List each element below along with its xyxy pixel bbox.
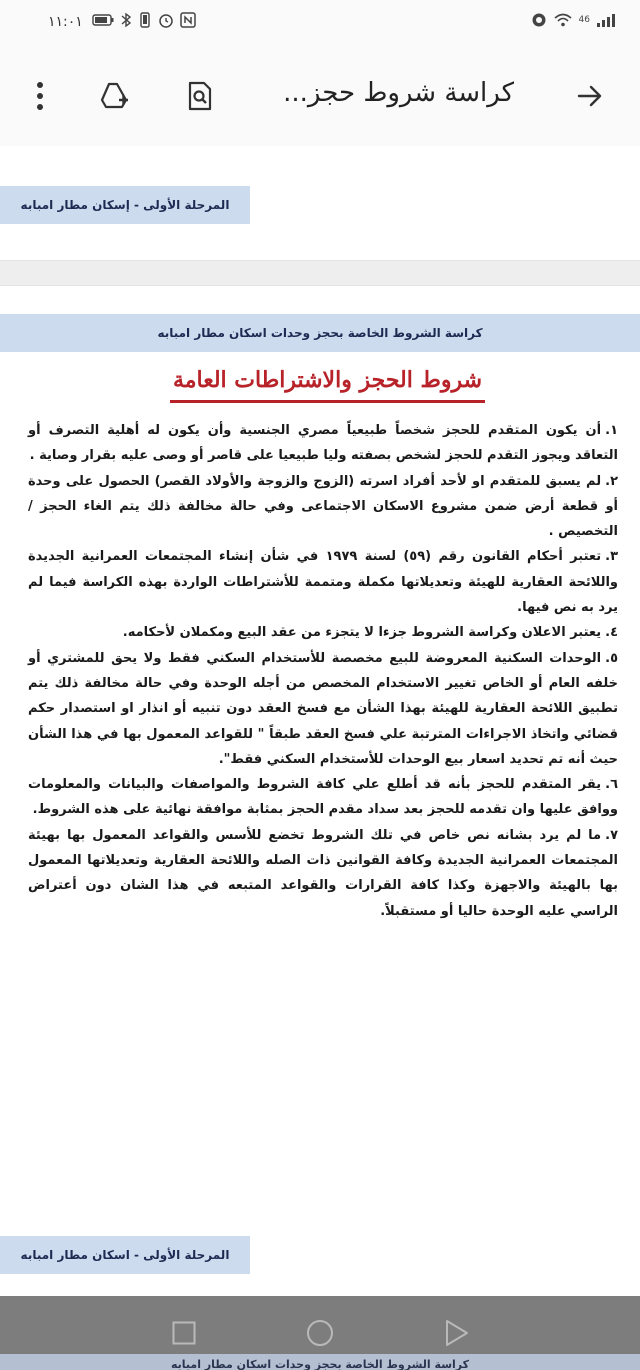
section-heading: شروط الحجز والاشتراطات العامة: [170, 362, 485, 403]
next-page-header-peek: كراسة الشروط الخاصة بحجز وحدات اسكان مطار امبابه: [0, 1354, 640, 1370]
recent-apps-button[interactable]: [164, 1318, 204, 1348]
term-item: [28, 620, 618, 645]
bluetooth-icon: [120, 12, 132, 28]
signal-icon: [596, 12, 616, 28]
back-icon: [443, 1319, 469, 1347]
term-item: [28, 646, 618, 772]
term-text: ما لم يرد بشانه نص خاص في تلك الشروط تخضع للأسس والقواعد المعمول بها بهيئة المجتمعات العمرانية الجديدة وكافة القوانين ذات الصله واللائحة العقارية وتعديلاتها المعمول بها بالهيئة والاجهزة وكذا كافة القرارات والقواعد المتبعه في هذا الشان دون أعتراض الراسي عليه الوحدة حاليا أو مستقبلاً.: [28, 827, 618, 919]
more-vert-icon: [36, 81, 44, 111]
home-button[interactable]: [300, 1318, 340, 1348]
drive-add-icon: [99, 82, 129, 110]
more-options-button[interactable]: [18, 74, 62, 118]
term-text: يعتبر الاعلان وكراسة الشروط جزءا لا يتجزء من عقد البيع ومكملان لأحكامه.: [122, 625, 602, 641]
recent-apps-icon: [172, 1321, 196, 1345]
document-title: كراسة شروط حجز...: [283, 78, 514, 108]
page-separator: [0, 260, 640, 286]
page-footer-band-bottom: المرحلة الأولى - اسكان مطار امبابه: [0, 1236, 250, 1274]
term-item: [28, 823, 618, 924]
terms-list: [28, 418, 618, 924]
status-time: ١١:٠١: [48, 14, 83, 30]
vibrate-icon: [138, 12, 152, 28]
term-number: ٧.: [605, 827, 618, 843]
status-left-icons: [92, 12, 196, 28]
page-header-band: كراسة الشروط الخاصة بحجز وحدات اسكان مطار امبابه: [0, 314, 640, 352]
term-item: [28, 772, 618, 823]
term-text: الوحدات السكنية المعروضة للبيع مخصصة للأستخدام السكني فقط ولا يحق للمشتري أو خلفه العام أو الخاص تغيير الاستخدام المخصص من أجله الوحدة وفي حالة مخالفة ذلك يتم تطبيق اللائحة العقارية للهيئة بهذا الشأن مع فسخ العقد دون تنبيه أو انذار او استصدار حكم قضائي واتخاذ الاجراءات المترتبة علي فسخ العقد طبقاً " للقواعد المعمول بها في هذا الشأن حيث أنه تم تحديد اسعار بيع الوحدات للأستخدام السكني فقط".: [28, 650, 618, 767]
term-number: ٢.: [605, 473, 618, 489]
wifi-icon: [553, 12, 573, 28]
term-text: أن يكون المتقدم للحجز شخصاً طبيعياً مصري الجنسية وأن يكون له أهلية التصرف أو التعاقد ويجوز التقدم للحجز لشخص بصفته وليا طبيعيا على قاصر أو وصى عليه بقرار وصاية .: [28, 423, 618, 464]
status-bar: [0, 0, 640, 48]
page-footer-band: المرحلة الأولى - إسكان مطار امبابه: [0, 186, 250, 224]
term-item: [28, 469, 618, 545]
network-type-badge: 46: [578, 15, 590, 25]
whatsapp-icon: [531, 12, 547, 28]
alarm-icon: [158, 12, 174, 28]
term-number: ٣.: [605, 549, 618, 565]
battery-icon: [92, 14, 114, 26]
nav-back-button[interactable]: [436, 1318, 476, 1348]
nfc-icon: [180, 12, 196, 28]
home-icon: [306, 1319, 334, 1347]
term-text: لم يسبق للمتقدم او لأحد أفراد اسرته (الزوج والزوجة والأولاد القصر) الحصول على وحدة أو قطعة أرض ضمن مشروع الاسكان الاجتماعى وفي حالة مخالفة ذلك يتم الغاء الحجز / التخصيص .: [28, 473, 618, 540]
term-number: ٥.: [605, 650, 618, 666]
back-button[interactable]: [568, 74, 612, 118]
arrow-back-icon: [577, 84, 603, 108]
term-text: يقر المتقدم للحجز بأنه قد أطلع علي كافة الشروط والمواصفات والبيانات والمعلومات ووافق عليها وان تقدمه للحجز بعد سداد مقدم الحجز بمثابة موافقة نهائية على هذه الشروط.: [28, 777, 618, 818]
status-right-icons: [531, 12, 616, 28]
term-item: [28, 418, 618, 469]
app-toolbar: [0, 48, 640, 147]
term-number: ٦.: [605, 777, 618, 793]
term-item: [28, 544, 618, 620]
add-to-drive-button[interactable]: [92, 74, 136, 118]
find-in-page-icon: [187, 81, 213, 111]
term-number: ١.: [605, 423, 618, 438]
term-text: تعتبر أحكام القانون رقم (٥٩) لسنة ١٩٧٩ في شأن إنشاء المجتمعات العمرانية الجديدة واللائحة العقارية للهيئة وتعديلاتها مكملة ومتممة للأشتراطات الواردة بهذه الكراسة فيما لم يرد به نص فيها.: [28, 549, 618, 616]
find-in-page-button[interactable]: [178, 74, 222, 118]
term-number: ٤.: [605, 625, 618, 641]
